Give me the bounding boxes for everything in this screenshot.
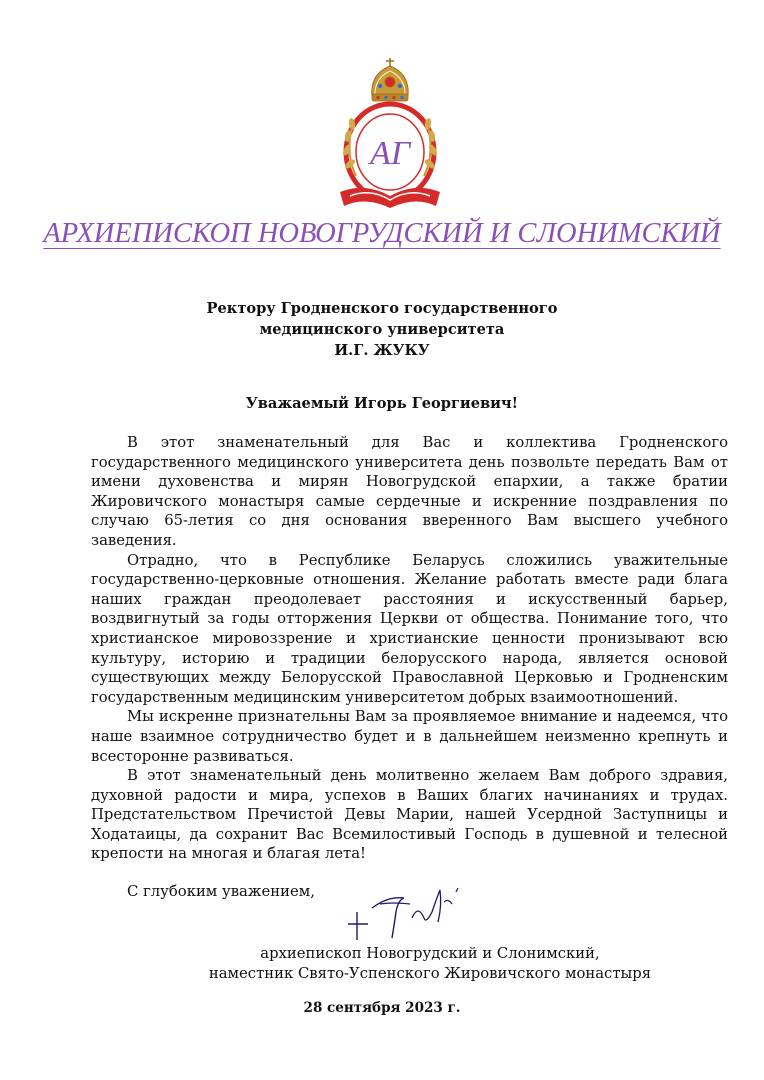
letter-body: [91, 433, 728, 864]
recipient-line-2: медицинского университета: [259, 321, 505, 338]
signatory-position: наместник Свято-Успенского Жировичского монастыря: [208, 965, 652, 982]
paragraph-1: В этот знаменательный для Вас и коллектива Гродненского государственного медицинского университета день позвольте передать Вам от имени духовенства и мирян Новогрудской епархии, а также братии Жировичского монастыря самые сердечные и искренние поздравления по случаю 65-летия со дня основания вверенного Вам высшего учебного заведения.: [91, 434, 728, 549]
signatory-block: [130, 944, 730, 984]
letter-date: 28 сентября 2023 г.: [303, 1000, 461, 1016]
greeting: Уважаемый Игорь Георгиевич!: [245, 395, 519, 412]
recipient-line-1: Ректору Гродненского государственного: [206, 300, 558, 317]
episcopal-seal-emblem: [320, 56, 460, 214]
letterhead-title: АРХИЕПИСКОП НОВОГРУДСКИЙ И СЛОНИМСКИЙ: [43, 218, 721, 249]
paragraph-3: Мы искренне признательны Вам за проявляемое внимание и надеемся, что наше взаимное сотрудничество будет и в дальнейшем неизменно крепнуть и всесторонне развиваться.: [91, 708, 728, 765]
closing-phrase: С глубоким уважением,: [127, 883, 315, 900]
recipient-name: И.Г. ЖУКУ: [334, 342, 430, 359]
signatory-title: архиепископ Новогрудский и Слонимский,: [260, 945, 600, 962]
recipient-block: [0, 298, 764, 361]
paragraph-4: В этот знаменательный день молитвенно желаем Вам доброго здравия, духовной радости и мира, успехов в Ваших благих начинаниях и трудах. Предстательством Пречистой Девы Марии, нашей Усердной Заступницы и Ходатаицы, да сохранит Вас Всемилостивый Господь в душевной и телесной крепости на многая и благая лета!: [91, 767, 728, 863]
handwritten-signature: [340, 878, 490, 944]
mitre-icon: [372, 58, 408, 101]
monogram-text: АГ: [369, 135, 411, 172]
paragraph-2: Отрадно, что в Республике Беларусь сложились уважительные государственно-церковные отношения. Желание работать вместе ради блага наших граждан преодолевает расстояния и искусственный барьер, воздвигнутый за годы отторжения Церкви от общества. Понимание того, что христианское мировоззрение и христианские ценности пронизывают всю культуру, историю и традиции белорусского народа, является основой существующих между Белорусской Православной Церковью и Гродненским государственным медицинским университетом добрых взаимоотношений.: [91, 551, 728, 706]
